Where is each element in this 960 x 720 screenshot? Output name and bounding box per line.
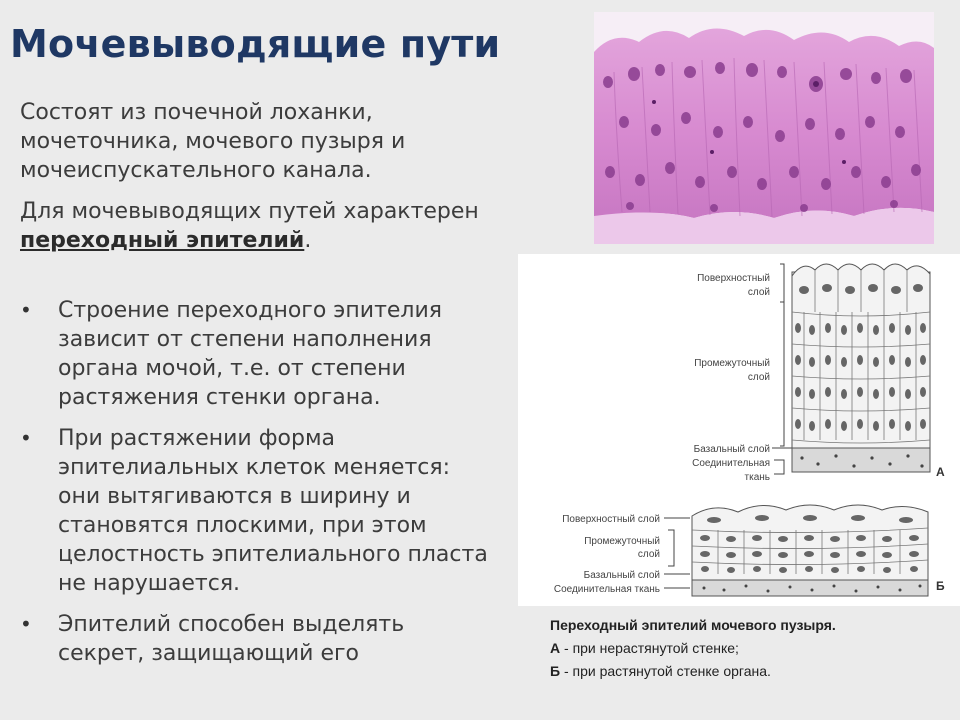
panel-a-letter: А bbox=[936, 465, 945, 479]
panel-b-basal-label: Базальный слой bbox=[583, 570, 660, 581]
bullet-item bbox=[20, 610, 490, 668]
micrograph-image bbox=[594, 12, 934, 244]
bullet-text: Строение переходного эпителия зависит от степени наполнения органа мочой, т.е. от степени растяжения стенки органа. bbox=[58, 298, 443, 410]
intro-paragraph: Состоят из почечной лоханки, мочеточника, мочевого пузыря и мочеиспускательного канала. bbox=[20, 100, 406, 183]
bullet-text: Эпителий способен выделять секрет, защищающий его bbox=[58, 612, 405, 666]
caption-text-a: - при нерастянутой стенке; bbox=[560, 640, 739, 656]
caption-letter-b: Б bbox=[550, 663, 561, 679]
bullet-item bbox=[20, 424, 490, 598]
bullet-list bbox=[20, 296, 490, 680]
panel-b-intermediate-label-2: слой bbox=[637, 549, 660, 560]
bullet-text: При растяжении форма эпителиальных клеток меняется: они вытягиваются в ширину и становятся плоскими, при этом целостность эпителиального пласта не нарушается. bbox=[58, 426, 488, 596]
epithelium-text-before: Для мочевыводящих путей характерен bbox=[20, 199, 479, 224]
transitional-epithelium-term: переходный эпителий bbox=[20, 228, 305, 253]
panel-b-intermediate-label-1: Промежуточный bbox=[584, 536, 660, 547]
epithelium-diagram bbox=[518, 254, 960, 606]
panel-a-intermediate-label-2: слой bbox=[747, 372, 770, 383]
panel-a-intermediate-label-1: Промежуточный bbox=[694, 358, 770, 369]
panel-a-basal-label: Базальный слой bbox=[693, 444, 770, 455]
diagram-drawing bbox=[518, 254, 960, 606]
diagram-caption bbox=[550, 614, 950, 683]
panel-b-cells bbox=[692, 505, 928, 596]
panel-b-letter: Б bbox=[936, 579, 945, 593]
caption-text-b: - при растянутой стенке органа. bbox=[560, 663, 771, 679]
panel-a-connective-label-2: ткань bbox=[744, 472, 770, 483]
epithelium-text-after: . bbox=[304, 228, 312, 253]
caption-title: Переходный эпителий мочевого пузыря. bbox=[550, 617, 836, 633]
panel-a-surface-label-1: Поверхностный bbox=[697, 273, 770, 284]
panel-a-brackets bbox=[772, 264, 792, 474]
panel-b-brackets bbox=[664, 518, 690, 588]
panel-b-connective-label: Соединительная ткань bbox=[553, 584, 660, 595]
epithelium-paragraph bbox=[20, 197, 490, 255]
slide-title: Мочевыводящие пути bbox=[10, 22, 501, 66]
panel-a-cells bbox=[792, 264, 930, 472]
micrograph-drawing bbox=[594, 12, 934, 244]
bullet-icon: • bbox=[20, 426, 32, 450]
bullet-icon: • bbox=[20, 298, 32, 322]
panel-a-connective-label-1: Соединительная bbox=[692, 458, 770, 469]
panel-a-surface-label-2: слой bbox=[747, 287, 770, 298]
bullet-item bbox=[20, 296, 490, 412]
caption-line-b bbox=[550, 660, 950, 683]
bullet-icon: • bbox=[20, 612, 32, 636]
caption-line-a bbox=[550, 637, 950, 660]
panel-b-surface-label: Поверхностный слой bbox=[562, 514, 660, 525]
caption-letter-a: А bbox=[550, 640, 561, 656]
